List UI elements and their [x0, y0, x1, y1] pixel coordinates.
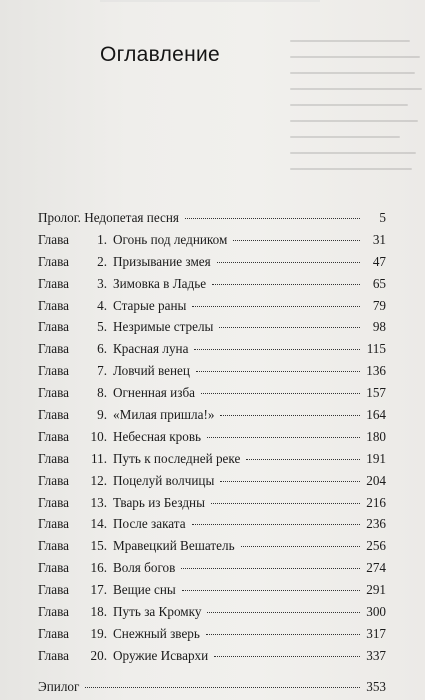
toc-page-number: 79 [372, 297, 386, 313]
chapter-title: Воля богов [113, 560, 176, 576]
dot-leader [207, 437, 360, 438]
toc-page-number: 236 [366, 516, 386, 532]
toc-entry-chapter[interactable] [38, 495, 386, 517]
toc-entry-epilogue[interactable] [38, 679, 386, 700]
toc-page-number: 204 [366, 472, 386, 488]
chapter-number: 6. [97, 341, 107, 357]
toc-entry-label [38, 341, 188, 357]
dot-leader [219, 327, 360, 328]
chapter-word: Глава [38, 341, 69, 357]
toc-entry-chapter[interactable] [38, 604, 386, 626]
toc-page-number: 5 [379, 210, 386, 225]
toc-entry-chapter[interactable] [38, 538, 386, 560]
dot-leader [211, 503, 360, 504]
toc-page-number: 274 [366, 560, 386, 576]
chapter-title: Мравецкий Вешатель [113, 538, 235, 554]
toc-entry-chapter[interactable] [38, 254, 386, 276]
chapter-word: Глава [38, 494, 69, 510]
chapter-title: Огненная изба [113, 385, 196, 401]
toc-page-number: 65 [372, 275, 386, 291]
toc-entry-chapter[interactable] [38, 429, 386, 451]
dot-leader [241, 546, 360, 547]
dot-leader [85, 687, 360, 688]
toc-entry-label [38, 516, 186, 532]
page-header-mark [100, 0, 320, 2]
toc-entry-label [38, 407, 214, 423]
toc-entry-label [38, 298, 186, 314]
toc-page-number: 157 [366, 385, 386, 401]
chapter-number: 16. [90, 560, 107, 576]
dot-leader [212, 284, 360, 285]
table-of-contents [38, 210, 386, 700]
chapter-word: Глава [38, 516, 69, 532]
chapter-number: 20. [90, 647, 107, 663]
chapter-title: Вещие сны [113, 582, 176, 598]
chapter-word: Глава [38, 625, 69, 641]
chapter-word: Глава [38, 604, 69, 620]
chapter-title: Поцелуй волчицы [113, 472, 215, 488]
chapter-number: 8. [97, 385, 107, 401]
toc-page-number: 256 [366, 538, 386, 554]
toc-entry-label [38, 254, 211, 270]
chapter-number: 18. [90, 604, 107, 620]
chapter-word: Глава [38, 647, 69, 663]
chapter-number: 5. [97, 319, 107, 335]
chapter-word: Глава [38, 450, 69, 466]
toc-entry-label [38, 451, 240, 467]
toc-entry-chapter[interactable] [38, 385, 386, 407]
chapter-word: Глава [38, 319, 69, 335]
chapter-word: Глава [38, 560, 69, 576]
toc-entry-title: Эпилог [38, 678, 80, 694]
dot-leader [217, 262, 360, 263]
chapter-number: 4. [97, 297, 107, 313]
chapter-title: Призывание змея [113, 253, 211, 269]
dot-leader [194, 349, 360, 350]
toc-entry-label [38, 473, 214, 489]
toc-entry-chapter[interactable] [38, 626, 386, 648]
chapter-title: Ловчий венец [113, 363, 190, 379]
chapter-title: Красная луна [113, 341, 189, 357]
toc-page-number: 47 [372, 253, 386, 269]
chapter-number: 14. [90, 516, 107, 532]
page-title: Оглавление [99, 43, 221, 66]
dot-leader [192, 306, 360, 307]
chapter-word: Глава [38, 275, 69, 291]
dot-leader [196, 371, 360, 372]
toc-entry-chapter[interactable] [38, 341, 386, 363]
toc-entry-label [38, 582, 176, 598]
toc-entry-label [38, 232, 227, 248]
chapter-word: Глава [38, 407, 69, 423]
toc-page-number: 353 [366, 678, 386, 694]
dot-leader [206, 634, 360, 635]
chapter-title: Незримые стрелы [113, 319, 214, 335]
chapter-title: Зимовка в Ладье [113, 275, 207, 291]
chapter-title: «Милая пришла!» [113, 407, 215, 423]
chapter-word: Глава [38, 363, 69, 379]
toc-entry-label [38, 363, 190, 379]
chapter-title: После заката [113, 516, 186, 532]
chapter-word: Глава [38, 428, 69, 444]
toc-entry-label [38, 626, 200, 642]
toc-entry-title: Пролог. Недопетая песня [38, 210, 179, 225]
chapter-title: Снежный зверь [113, 625, 200, 641]
toc-entry-chapter[interactable] [38, 648, 386, 670]
toc-page-number: 98 [372, 319, 386, 335]
toc-entry-label [38, 385, 195, 401]
toc-entry-chapter[interactable] [38, 560, 386, 582]
chapter-title: Небесная кровь [113, 428, 202, 444]
chapter-word: Глава [38, 582, 69, 598]
toc-page-number: 115 [366, 341, 386, 357]
toc-entry-chapter[interactable] [38, 363, 386, 385]
toc-entry-prologue[interactable] [38, 210, 386, 232]
toc-entry-label [38, 648, 208, 664]
chapter-number: 3. [97, 275, 107, 291]
chapter-number: 9. [97, 407, 107, 423]
toc-entry-chapter[interactable] [38, 319, 386, 341]
dot-leader [214, 656, 360, 657]
chapter-word: Глава [38, 297, 69, 313]
toc-entry-label [38, 495, 205, 511]
toc-entry-label [38, 319, 213, 335]
dot-leader [185, 218, 360, 219]
toc-entry-chapter[interactable] [38, 298, 386, 320]
toc-entry-label [38, 429, 201, 445]
toc-entry-label [38, 276, 206, 292]
dot-leader [192, 524, 360, 525]
chapter-title: Путь за Кромку [113, 604, 202, 620]
chapter-word: Глава [38, 253, 69, 269]
chapter-number: 1. [97, 231, 107, 247]
chapter-number: 7. [97, 363, 107, 379]
toc-entry-chapter[interactable] [38, 516, 386, 538]
dot-leader [220, 415, 360, 416]
chapter-title: Старые раны [113, 297, 187, 313]
chapter-title: Огонь под ледником [113, 231, 228, 247]
toc-entry-label [38, 538, 235, 554]
toc-page-number: 191 [366, 450, 386, 466]
chapter-number: 10. [90, 428, 107, 444]
toc-page-number: 337 [366, 647, 386, 663]
chapter-number: 19. [90, 625, 107, 641]
chapter-word: Глава [38, 385, 69, 401]
toc-entry-chapter[interactable] [38, 276, 386, 298]
chapter-number: 15. [90, 538, 107, 554]
toc-page-number: 31 [372, 231, 386, 247]
dot-leader [182, 590, 360, 591]
toc-entry-label [38, 560, 175, 576]
toc-page-number: 300 [366, 604, 386, 620]
dot-leader [181, 568, 360, 569]
chapter-title: Оружие Исвархи [113, 647, 209, 663]
toc-entry-label [38, 604, 201, 620]
chapter-number: 11. [91, 450, 107, 466]
chapter-word: Глава [38, 538, 69, 554]
chapter-word: Глава [38, 231, 69, 247]
dot-leader [201, 393, 360, 394]
chapter-title: Путь к последней реке [113, 450, 241, 466]
chapter-word: Глава [38, 472, 69, 488]
chapter-number: 2. [97, 253, 107, 269]
chapter-number: 17. [90, 582, 107, 598]
dot-leader [233, 240, 360, 241]
toc-page-number: 180 [366, 428, 386, 444]
dot-leader [207, 612, 360, 613]
toc-entry-chapter[interactable] [38, 473, 386, 495]
toc-page-number: 291 [366, 582, 386, 598]
dot-leader [220, 481, 360, 482]
chapter-number: 12. [90, 472, 107, 488]
dot-leader [246, 459, 360, 460]
chapter-list [38, 232, 386, 670]
toc-entry-chapter[interactable] [38, 582, 386, 604]
chapter-number: 13. [90, 494, 107, 510]
toc-page-number: 216 [366, 494, 386, 510]
toc-entry-chapter[interactable] [38, 407, 386, 429]
toc-page-number: 164 [366, 407, 386, 423]
toc-page-number: 317 [366, 625, 386, 641]
toc-entry-chapter[interactable] [38, 232, 386, 254]
chapter-title: Тварь из Бездны [113, 494, 205, 510]
toc-page-number: 136 [366, 363, 386, 379]
toc-entry-chapter[interactable] [38, 451, 386, 473]
